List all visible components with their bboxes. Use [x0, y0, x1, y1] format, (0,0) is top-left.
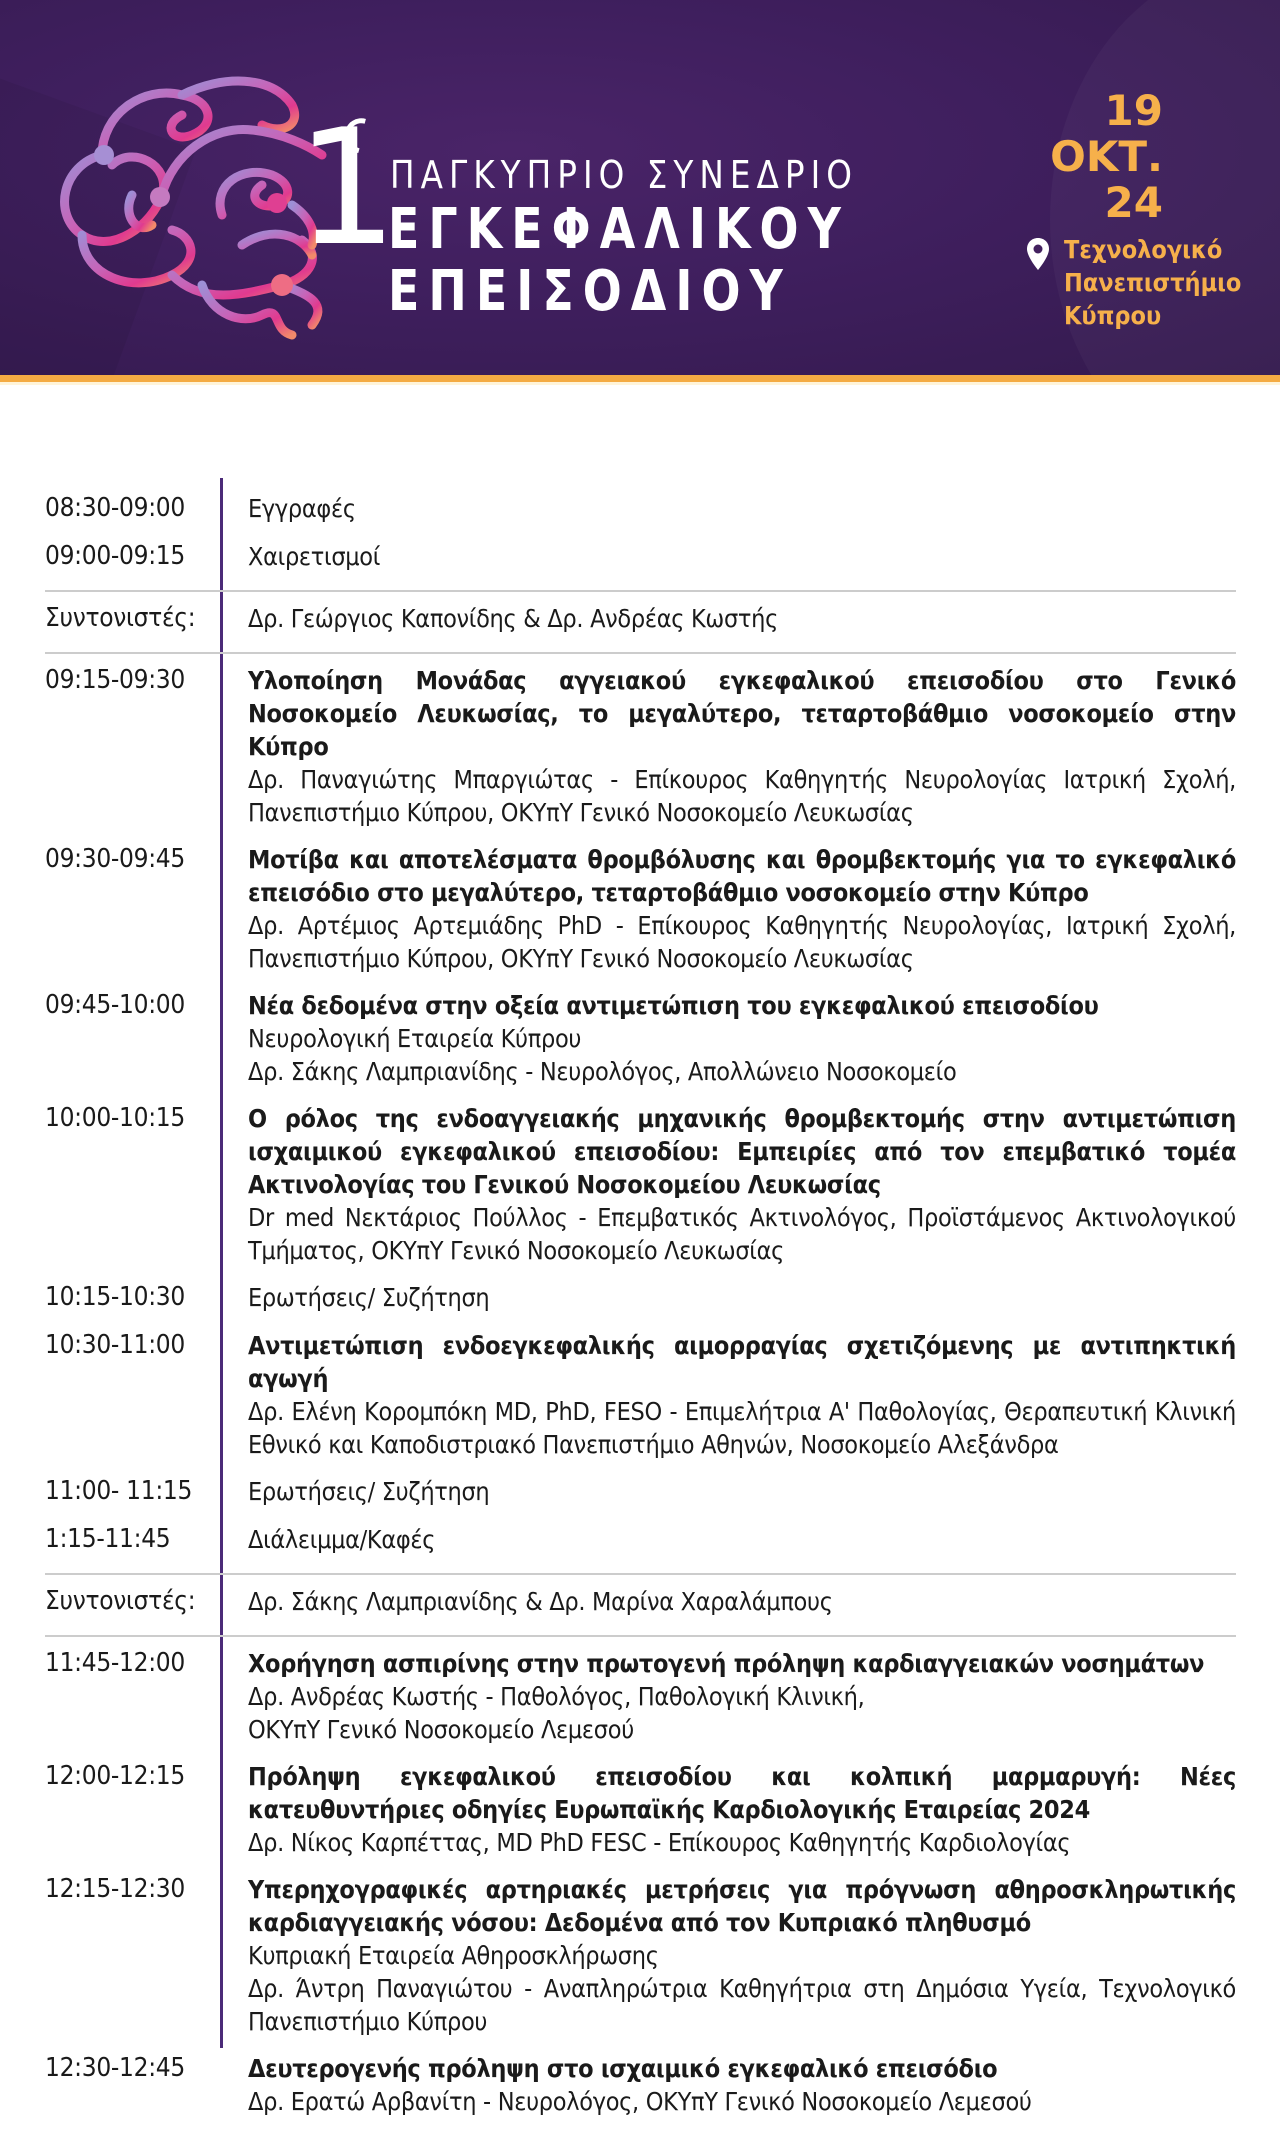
time-slot: 09:15-09:30 — [45, 665, 185, 695]
ordinal-number: 1 — [296, 94, 398, 281]
location-line: Πανεπιστήμιο — [1064, 268, 1242, 297]
time-slot: 11:45-12:00 — [45, 1648, 185, 1678]
session-row — [0, 1102, 1280, 1281]
schedule-row — [0, 540, 1280, 588]
session-content — [248, 1647, 1236, 1746]
time-slot: 12:00-12:15 — [45, 1761, 185, 1791]
date-day: 19 — [1104, 86, 1163, 135]
time-slot: 09:45-10:00 — [45, 990, 185, 1020]
session-speaker: Δρ. Αρτέμιος Αρτεμιάδης PhD - Επίκουρος Καθηγητής Νευρολογίας, Ιατρική Σχολή, Πανεπιστήμιο Κύπρου, ΟΚΥπΥ Γενικό Νοσοκομείο Λευκωσίας — [248, 911, 1236, 973]
time-slot: 08:30-09:00 — [45, 493, 185, 523]
time-slot: 09:30-09:45 — [45, 844, 185, 874]
session-content — [248, 1585, 1236, 1618]
row-divider — [45, 590, 1236, 592]
session-row — [0, 1329, 1280, 1475]
session-content — [248, 1760, 1236, 1859]
session-row — [0, 1873, 1280, 2052]
session-row — [0, 1647, 1280, 1760]
session-title: Υπερηχογραφικές αρτηριακές μετρήσεις για πρόγνωση αθηροσκληρωτικής καρδιαγγειακής νόσου: Δεδομένα από τον Κυπριακό πληθυσμό — [248, 1875, 1236, 1937]
row-divider — [45, 1635, 1236, 1637]
session-content — [248, 540, 1236, 573]
session-content — [248, 664, 1236, 829]
session-title: Υλοποίηση Μονάδας αγγειακού εγκεφαλικού επεισοδίου στο Γενικό Νοσοκομείο Λευκωσίας, το μεγαλύτερο, τεταρτοβάθμιο νοσοκομείο στην Κύπρο — [248, 666, 1236, 761]
session-speaker: Δρ. Σάκης Λαμπριανίδης - Νευρολόγος, Απολλώνειο Νοσοκομείο — [248, 1057, 957, 1086]
session-label: Εγγραφές — [248, 494, 356, 523]
schedule-row — [0, 1475, 1280, 1523]
session-label: Διάλειμμα/Καφές — [248, 1525, 436, 1554]
location-line: Κύπρου — [1064, 301, 1162, 330]
location-text — [1064, 233, 1241, 332]
moderators-row — [0, 1585, 1280, 1633]
session-speaker: Κυπριακή Εταιρεία Αθηροσκλήρωσης — [248, 1941, 659, 1970]
time-slot: 1:15-11:45 — [45, 1524, 171, 1554]
time-slot: 10:00-10:15 — [45, 1103, 185, 1133]
session-title: Δευτερογενής πρόληψη στο ισχαιμικό εγκεφαλικό επεισόδιο — [248, 2054, 998, 2083]
schedule-row — [0, 1281, 1280, 1329]
session-content — [248, 1873, 1236, 2038]
event-date — [1050, 88, 1163, 226]
session-title: Χορήγηση ασπιρίνης στην πρωτογενή πρόληψη καρδιαγγειακών νοσημάτων — [248, 1649, 1205, 1678]
session-title: Μοτίβα και αποτελέσματα θρομβόλυσης και θρομβεκτομής για το εγκεφαλικό επεισόδιο στο μεγαλύτερο, τεταρτοβάθμιο νοσοκομείο στην Κύπρο — [248, 845, 1236, 907]
time-slot: 12:15-12:30 — [45, 1874, 185, 1904]
session-speaker: ΟΚΥπΥ Γενικό Νοσοκομείο Λεμεσού — [248, 1715, 634, 1744]
session-content — [248, 2052, 1236, 2118]
session-speaker: Νευρολογική Εταιρεία Κύπρου — [248, 1024, 582, 1053]
session-content — [248, 1329, 1236, 1461]
session-label: Ερωτήσεις/ Συζήτηση — [248, 1477, 490, 1506]
location-line: Τεχνολογικό — [1064, 235, 1223, 264]
session-speaker: Δρ. Άντρη Παναγιώτου - Αναπληρώτρια Καθηγήτρια στη Δημόσια Υγεία, Τεχνολογικό Πανεπιστήμιο Κύπρου — [248, 1974, 1236, 2036]
accent-bar — [0, 375, 1280, 382]
conference-banner — [0, 0, 1280, 375]
session-content — [248, 1523, 1236, 1556]
session-row — [0, 989, 1280, 1102]
session-content — [248, 1281, 1236, 1314]
program-schedule — [0, 492, 1280, 2132]
session-speaker: Δρ. Ελένη Κορομπόκη MD, PhD, FESO - Επιμελήτρια Α' Παθολογίας, Θεραπευτική Κλινική Εθνικό και Καποδιστριακό Πανεπιστήμιο Αθηνών, Νοσοκομείο Αλεξάνδρα — [248, 1397, 1236, 1459]
time-slot: 11:00- 11:15 — [45, 1476, 193, 1506]
moderators-row — [0, 602, 1280, 650]
session-speaker: Dr med Νεκτάριος Πούλλος - Επεμβατικός Ακτινολόγος, Προϊστάμενος Ακτινολογικού Τμήματος, ΟΚΥπΥ Γενικό Νοσοκομείο Λευκωσίας — [248, 1203, 1236, 1265]
row-divider — [45, 1573, 1236, 1575]
schedule-row — [0, 492, 1280, 540]
session-content — [248, 843, 1236, 975]
time-slot: 09:00-09:15 — [45, 541, 185, 571]
session-speaker: Δρ. Παναγιώτης Μπαργιώτας - Επίκουρος Καθηγητής Νευρολογίας Ιατρική Σχολή, Πανεπιστήμιο Κύπρου, ΟΚΥπΥ Γενικό Νοσοκομείο Λευκωσίας — [248, 765, 1236, 827]
session-row — [0, 2052, 1280, 2132]
session-title: Ο ρόλος της ενδοαγγειακής μηχανικής θρομβεκτομής στην αντιμετώπιση ισχαιμικού εγκεφαλικού επεισοδίου: Εμπειρίες από τον επεμβατικό τομέα Ακτινολογίας του Γενικού Νοσοκομείου Λευκωσίας — [248, 1104, 1236, 1199]
date-year: 24 — [1104, 178, 1163, 227]
session-speaker: Δρ. Ερατώ Αρβανίτη - Νευρολόγος, ΟΚΥπΥ Γενικό Νοσοκομείο Λεμεσού — [248, 2087, 1032, 2116]
session-speaker: Δρ. Νίκος Καρπέττας, MD PhD FESC - Επίκουρος Καθηγητής Καρδιολογίας — [248, 1828, 1071, 1857]
event-location — [1026, 233, 1241, 332]
session-row — [0, 1760, 1280, 1873]
time-slot: 12:30-12:45 — [45, 2053, 185, 2083]
session-row — [0, 664, 1280, 843]
session-title: Νέα δεδομένα στην οξεία αντιμετώπιση του εγκεφαλικού επεισοδίου — [248, 991, 1099, 1020]
session-content — [248, 1102, 1236, 1267]
time-slot: 10:30-11:00 — [45, 1330, 185, 1360]
session-content — [248, 989, 1236, 1088]
session-title: Πρόληψη εγκεφαλικού επεισοδίου και κολπική μαρμαρυγή: Νέες κατευθυντήριες οδηγίες Ευρωπαϊκής Καρδιολογικής Εταιρείας 2024 — [248, 1762, 1236, 1824]
session-label: Χαιρετισμοί — [248, 542, 381, 571]
time-slot: 10:15-10:30 — [45, 1282, 185, 1312]
moderators-label: Συντονιστές: — [45, 603, 196, 633]
title-main-line2: ΕΠΕΙΣΟΔΙΟΥ — [388, 259, 792, 324]
moderators-label: Συντονιστές: — [45, 1586, 196, 1616]
session-title: Αντιμετώπιση ενδοεγκεφαλικής αιμορραγίας σχετιζόμενης με αντιπηκτική αγωγή — [248, 1331, 1236, 1393]
title-subtitle: ΠΑΓΚΥΠΡΙΟ ΣΥΝΕΔΡΙΟ — [390, 153, 859, 197]
row-divider — [45, 652, 1236, 654]
map-pin-icon — [1026, 237, 1050, 271]
session-content — [248, 1475, 1236, 1508]
session-speaker: Δρ. Ανδρέας Κωστής - Παθολόγος, Παθολογική Κλινική, — [248, 1682, 865, 1711]
title-main-line1: ΕΓΚΕΦΑΛΙΚΟΥ — [388, 197, 850, 262]
moderators-names: Δρ. Σάκης Λαμπριανίδης & Δρ. Μαρίνα Χαραλάμπους — [248, 1587, 833, 1616]
schedule-row — [0, 1523, 1280, 1571]
session-content — [248, 602, 1236, 635]
session-row — [0, 843, 1280, 989]
date-month: ΟΚΤ. — [1050, 132, 1163, 181]
session-content — [248, 492, 1236, 525]
session-label: Ερωτήσεις/ Συζήτηση — [248, 1283, 490, 1312]
moderators-names: Δρ. Γεώργιος Καπονίδης & Δρ. Ανδρέας Κωστής — [248, 604, 779, 633]
